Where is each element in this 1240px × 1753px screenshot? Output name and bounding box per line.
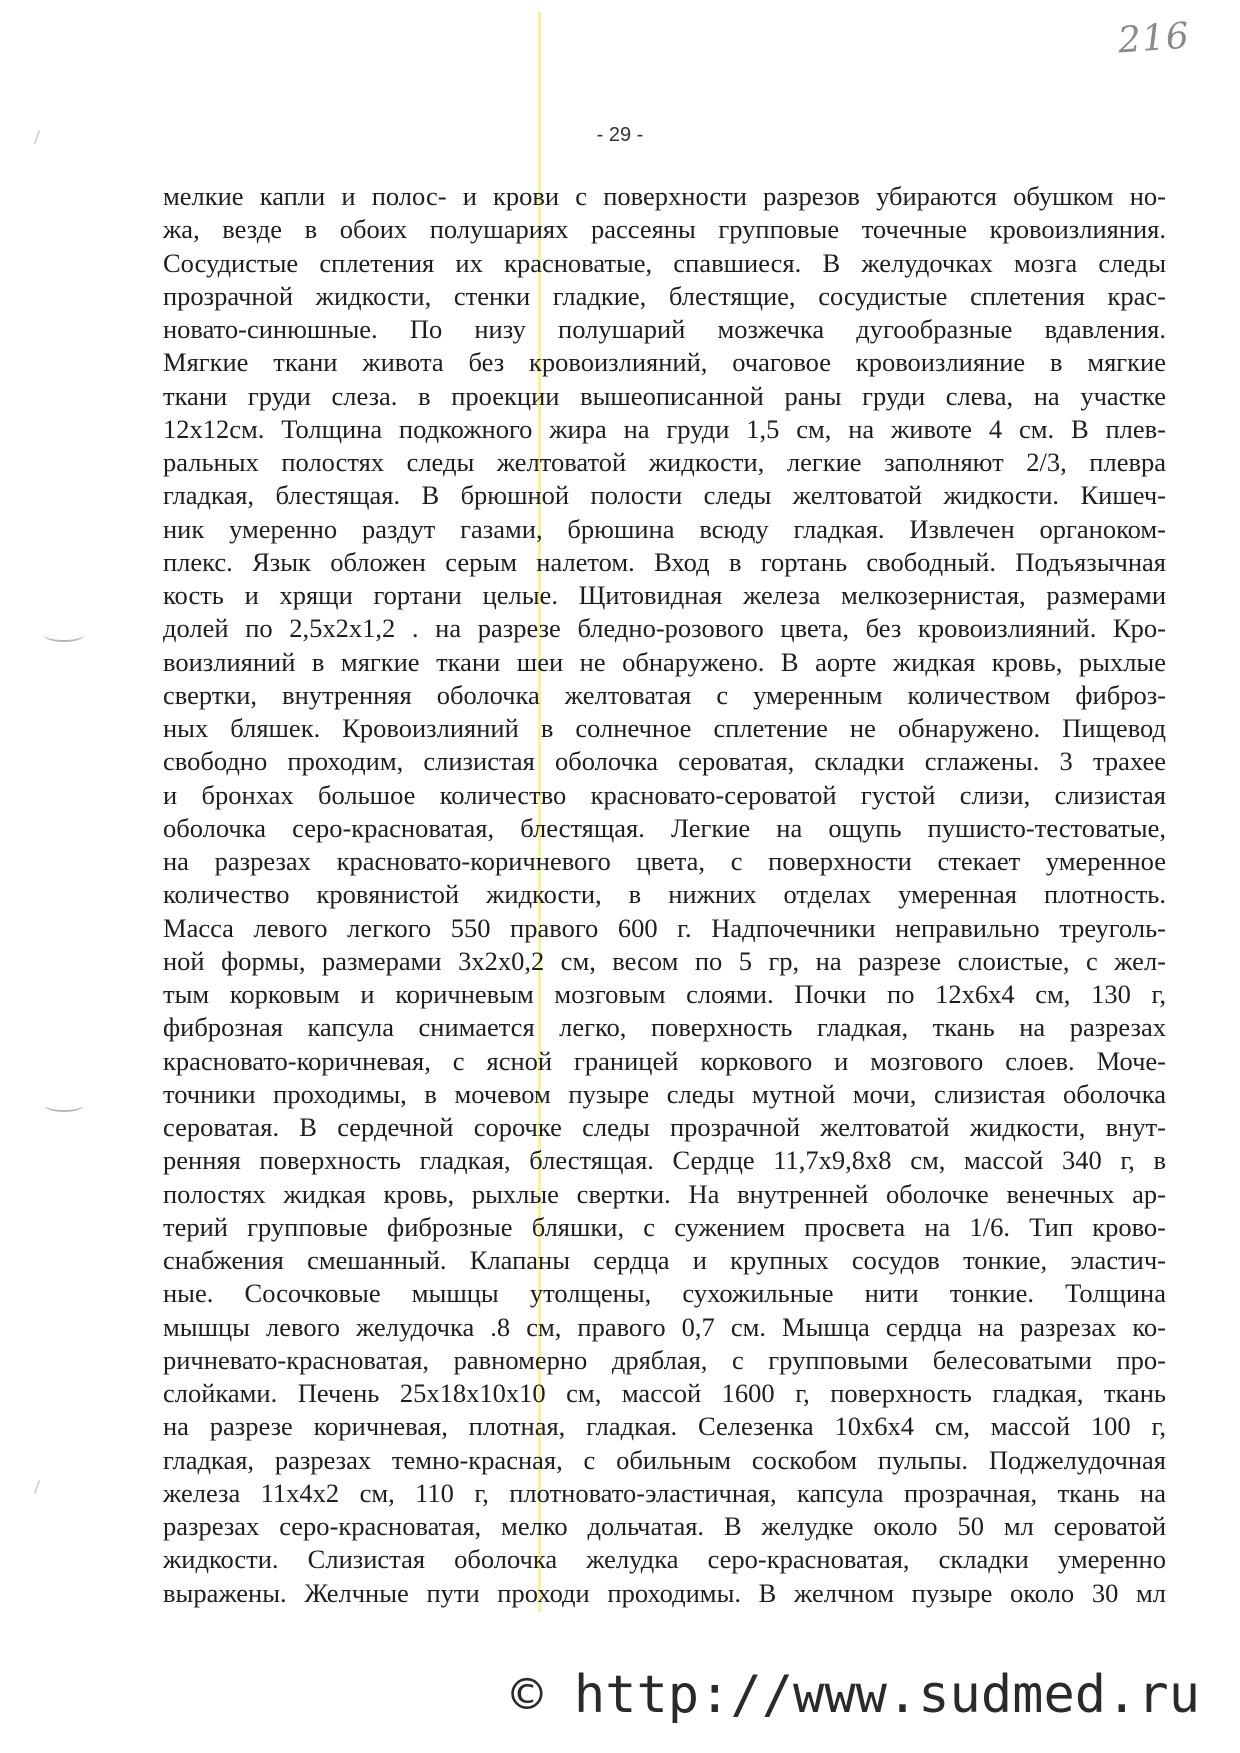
- text-line: гладкая, разрезах темно-красная, с обильным соскобом пульпы. Поджелудочная: [163, 1444, 1166, 1475]
- handwritten-archive-number: 216: [1116, 15, 1192, 62]
- text-line: ткани груди слеза. в проекции вышеописанной раны груди слева, на участке: [163, 380, 1166, 411]
- text-line: мышцы левого желудочка .8 см, правого 0,7 см. Мышца сердца на разрезах ко-: [163, 1311, 1166, 1342]
- text-line: терий групповые фиброзные бляшки, с сужением просвета на 1/6. Тип крово-: [163, 1211, 1166, 1242]
- text-line: Масса левого легкого 550 правого 600 г. Надпочечники неправильно треуголь-: [163, 912, 1166, 943]
- text-line: жа, везде в обоих полушариях рассеяны групповые точечные кровоизлияния.: [163, 214, 1166, 245]
- text-line: новато-синюшные. По низу полушарий мозжечка дугообразные вдавления.: [163, 314, 1166, 344]
- text-line: количество кровянистой жидкости, в нижних отделах умеренная плотность.: [163, 879, 1166, 910]
- text-line: снабжения смешанный. Клапаны сердца и крупных сосудов тонкие, эластич-: [163, 1245, 1166, 1275]
- text-line: свободно проходим, слизистая оболочка сероватая, складки сглажены. 3 трахее: [163, 746, 1166, 777]
- text-line: точники проходимы, в мочевом пузыре следы мутной мочи, слизистая оболочка: [163, 1078, 1166, 1109]
- body-text: [163, 180, 1166, 1610]
- text-line: плекс. Язык обложен серым налетом. Вход в гортань свободный. Подъязычная: [163, 546, 1166, 577]
- text-line: долей по 2,5х2х1,2 . на разрезе бледно-розового цвета, без кровоизлияний. Кро-: [163, 613, 1166, 644]
- text-line: оболочка серо-красноватая, блестящая. Легкие на ощупь пушисто-тестоватые,: [163, 812, 1166, 843]
- text-line: тым корковым и коричневым мозговым слоями. Почки по 12х6х4 см, 130 г,: [163, 979, 1166, 1009]
- text-line: и бронхах большое количество красновато-сероватой густой слизи, слизистая: [163, 779, 1166, 810]
- text-line: разрезах серо-красноватая, мелко дольчатая. В желудке около 50 мл сероватой: [163, 1511, 1166, 1541]
- text-line: прозрачной жидкости, стенки гладкие, блестящие, сосудистые сплетения крас-: [163, 280, 1166, 311]
- punch-hole-mark: [44, 1098, 84, 1112]
- text-line: на разрезе коричневая, плотная, гладкая. Селезенка 10х6х4 см, массой 100 г,: [163, 1411, 1166, 1442]
- text-line: воизлияний в мягкие ткани шеи не обнаружено. В аорте жидкая кровь, рыхлые: [163, 646, 1166, 677]
- text-line: свертки, внутренняя оболочка желтоватая с умеренным количеством фиброз-: [163, 679, 1166, 710]
- site-watermark: © http://www.sudmed.ru: [511, 1665, 1200, 1725]
- scan-mark: [34, 1480, 41, 1494]
- text-line: ных бляшек. Кровоизлияний в солнечное сплетение не обнаружено. Пищевод: [163, 713, 1166, 743]
- page-number: - 29 -: [596, 124, 644, 146]
- text-line: красновато-коричневая, с ясной границей коркового и мозгового слоев. Моче-: [163, 1045, 1166, 1076]
- text-line: ные. Сосочковые мышцы утолщены, сухожильные нити тонкие. Толщина: [163, 1278, 1166, 1309]
- text-line: сероватая. В сердечной сорочке следы прозрачной желтоватой жидкости, внут-: [163, 1112, 1166, 1142]
- text-line: ной формы, размерами 3х2х0,2 см, весом по 5 гр, на разрезе слоистые, с жел-: [163, 945, 1166, 976]
- text-line: ник умеренно раздут газами, брюшина всюду гладкая. Извлечен органоком-: [163, 513, 1166, 544]
- text-line: 12х12см. Толщина подкожного жира на груди 1,5 см, на животе 4 см. В плев-: [163, 413, 1166, 444]
- text-line: слойками. Печень 25х18х10х10 см, массой 1600 г, поверхность гладкая, ткань: [163, 1378, 1166, 1408]
- text-line: выражены. Желчные пути проходи проходимы. В желчном пузыре около 30 мл: [163, 1577, 1166, 1608]
- text-line: ричневато-красноватая, равномерно дряблая, с групповыми белесоватыми про-: [163, 1344, 1166, 1375]
- text-line: гладкая, блестящая. В брюшной полости следы желтоватой жидкости. Кишеч-: [163, 480, 1166, 511]
- text-line: мелкие капли и полос- и крови с поверхности разрезов убираются обушком но-: [163, 181, 1166, 211]
- text-line: ральных полостях следы желтоватой жидкости, легкие заполняют 2/3, плевра: [163, 447, 1166, 477]
- text-line: жидкости. Слизистая оболочка желудка серо-красноватая, складки умеренно: [163, 1544, 1166, 1575]
- text-line: Сосудистые сплетения их красноватые, спавшиеся. В желудочках мозга следы: [163, 247, 1166, 278]
- text-line: фиброзная капсула снимается легко, поверхность гладкая, ткань на разрезах: [163, 1012, 1166, 1043]
- text-line: Мягкие ткани живота без кровоизлияний, очаговое кровоизлияние в мягкие: [163, 347, 1166, 378]
- text-line: кость и хрящи гортани целые. Щитовидная железа мелкозернистая, размерами: [163, 580, 1166, 610]
- text-line: на разрезах красновато-коричневого цвета, с поверхности стекает умеренное: [163, 846, 1166, 876]
- text-line: ренняя поверхность гладкая, блестящая. Сердце 11,7х9,8х8 см, массой 340 г, в: [163, 1145, 1166, 1176]
- text-line: полостях жидкая кровь, рыхлые свертки. На внутренней оболочке венечных ар-: [163, 1178, 1166, 1209]
- punch-hole-mark: [44, 628, 84, 642]
- text-line: железа 11х4х2 см, 110 г, плотновато-эластичная, капсула прозрачная, ткань на: [163, 1477, 1166, 1508]
